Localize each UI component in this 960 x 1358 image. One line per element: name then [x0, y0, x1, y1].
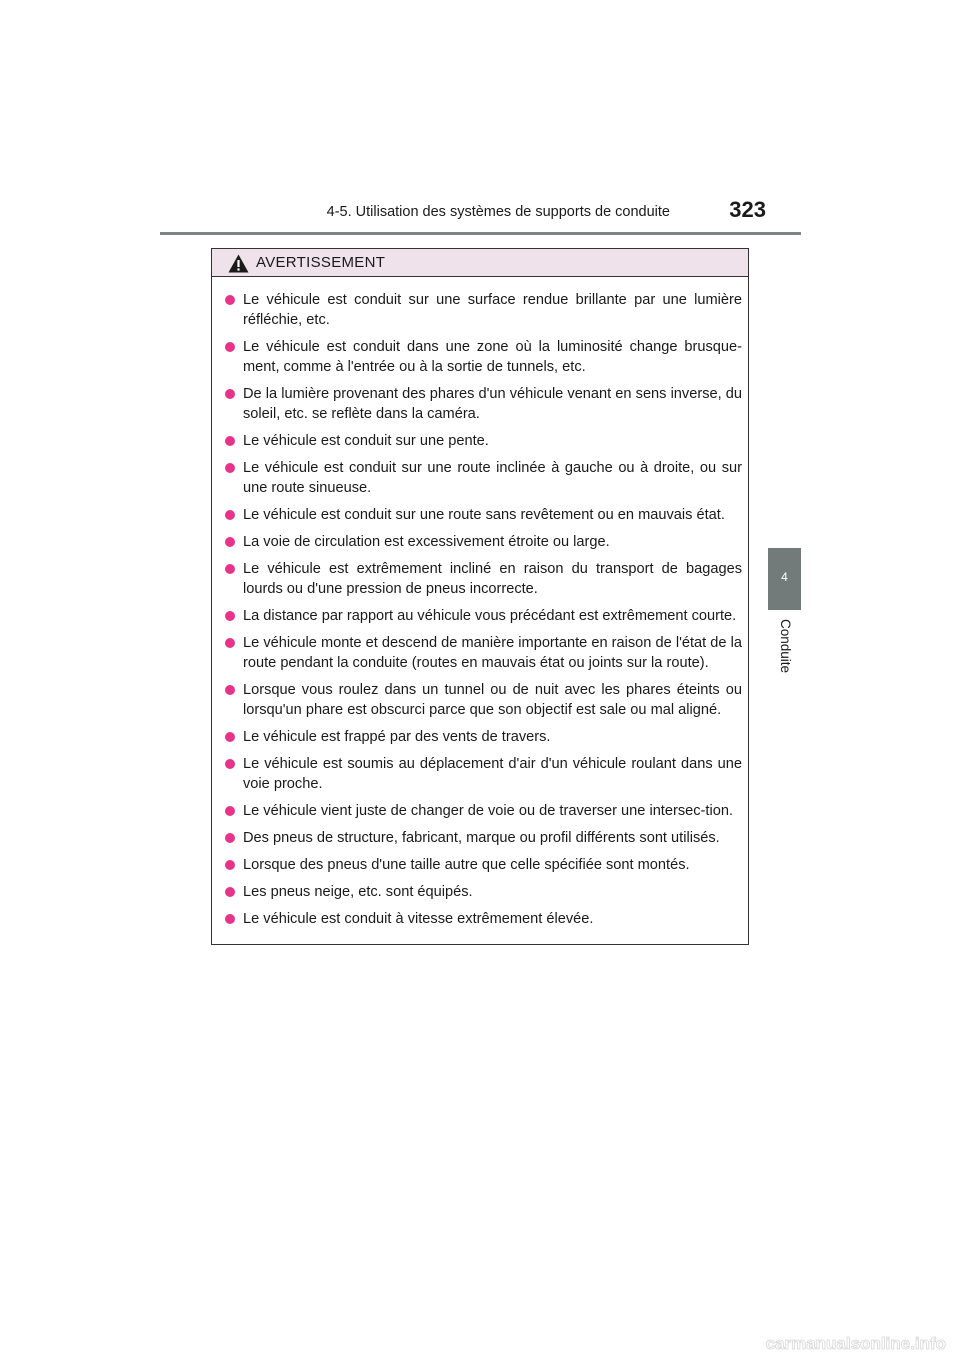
warning-item-text: Le véhicule vient juste de changer de voie ou de traverser une intersec-tion.	[243, 803, 733, 819]
bullet-icon	[225, 914, 235, 924]
bullet-icon	[225, 295, 235, 305]
warning-item-text: La voie de circulation est excessivement étroite ou large.	[243, 534, 610, 550]
watermark-logo	[650, 1332, 950, 1354]
warning-item-text: Le véhicule est soumis au déplacement d'air d'un véhicule roulant dans une voie proche.	[243, 756, 742, 792]
bullet-icon	[225, 638, 235, 648]
bullet-icon	[225, 860, 235, 870]
warning-item	[225, 828, 742, 848]
warning-item-text: Le véhicule monte et descend de manière importante en raison de l'état de la route pendant la conduite (routes en mauvais état ou joints sur la route).	[243, 635, 742, 671]
warning-item	[225, 801, 742, 821]
bullet-icon	[225, 685, 235, 695]
header-rule	[160, 232, 801, 235]
bullet-icon	[225, 537, 235, 547]
warning-item-text: Lorsque des pneus d'une taille autre que celle spécifiée sont montés.	[243, 857, 690, 873]
warning-item	[225, 606, 742, 626]
bullet-icon	[225, 342, 235, 352]
page-number: 323	[729, 197, 766, 222]
warning-item	[225, 337, 742, 377]
bullet-icon	[225, 833, 235, 843]
warning-item	[225, 909, 742, 929]
warning-item-text: La distance par rapport au véhicule vous précédant est extrêmement courte.	[243, 608, 737, 624]
bullet-icon	[225, 806, 235, 816]
bullet-icon	[225, 887, 235, 897]
warning-item-text: Le véhicule est conduit dans une zone où la luminosité change brusque-ment, comme à l'entrée ou à la sortie de tunnels, etc.	[243, 339, 742, 375]
chapter-number: 4	[781, 570, 788, 584]
warning-header	[212, 249, 748, 277]
bullet-icon	[225, 564, 235, 574]
bullet-icon	[225, 732, 235, 742]
bullet-icon	[225, 510, 235, 520]
warning-title: AVERTISSEMENT	[256, 254, 386, 271]
bullet-icon	[225, 611, 235, 621]
warning-item-text: Le véhicule est conduit sur une route sans revêtement ou en mauvais état.	[243, 507, 725, 523]
warning-item	[225, 754, 742, 794]
bullet-icon	[225, 436, 235, 446]
warning-triangle-icon	[228, 254, 249, 273]
warning-item	[225, 559, 742, 599]
warning-item-text: Le véhicule est frappé par des vents de travers.	[243, 729, 551, 745]
warning-item-text: Lorsque vous roulez dans un tunnel ou de nuit avec les phares éteints ou lorsqu'un phare est obscurci parce que son objectif est sale ou mal aligné.	[243, 682, 742, 718]
warning-item	[225, 384, 742, 424]
warning-item-text: Le véhicule est conduit sur une pente.	[243, 433, 489, 449]
warning-item	[225, 727, 742, 747]
bullet-icon	[225, 389, 235, 399]
warning-item	[225, 431, 742, 451]
section-title: 4-5. Utilisation des systèmes de supports de conduite	[326, 204, 670, 220]
warning-item-text: Le véhicule est conduit sur une route inclinée à gauche ou à droite, ou sur une route sinueuse.	[243, 460, 742, 496]
warning-item	[225, 532, 742, 552]
svg-text:carmanualsonline.info: carmanualsonline.info	[765, 1334, 946, 1353]
warning-item	[225, 633, 742, 673]
chapter-tab	[768, 548, 801, 610]
warning-item-text: De la lumière provenant des phares d'un véhicule venant en sens inverse, du soleil, etc. se reflète dans la caméra.	[243, 386, 742, 422]
warning-item	[225, 680, 742, 720]
warning-item	[225, 882, 742, 902]
warning-item-text: Le véhicule est conduit à vitesse extrêmement élevée.	[243, 911, 594, 927]
warning-item	[225, 290, 742, 330]
warning-item	[225, 505, 742, 525]
warning-list	[212, 277, 748, 929]
warning-box	[211, 248, 749, 945]
warning-item-text: Les pneus neige, etc. sont équipés.	[243, 884, 473, 900]
chapter-label: Conduite	[778, 618, 793, 674]
warning-item-text: Des pneus de structure, fabricant, marque ou profil différents sont utilisés.	[243, 830, 720, 846]
warning-item	[225, 458, 742, 498]
warning-item-text: Le véhicule est conduit sur une surface rendue brillante par une lumière réfléchie, etc.	[243, 292, 742, 328]
bullet-icon	[225, 463, 235, 473]
warning-item-text: Le véhicule est extrêmement incliné en raison du transport de bagages lourds ou d'une pression de pneus incorrecte.	[243, 561, 742, 597]
warning-item	[225, 855, 742, 875]
bullet-icon	[225, 759, 235, 769]
